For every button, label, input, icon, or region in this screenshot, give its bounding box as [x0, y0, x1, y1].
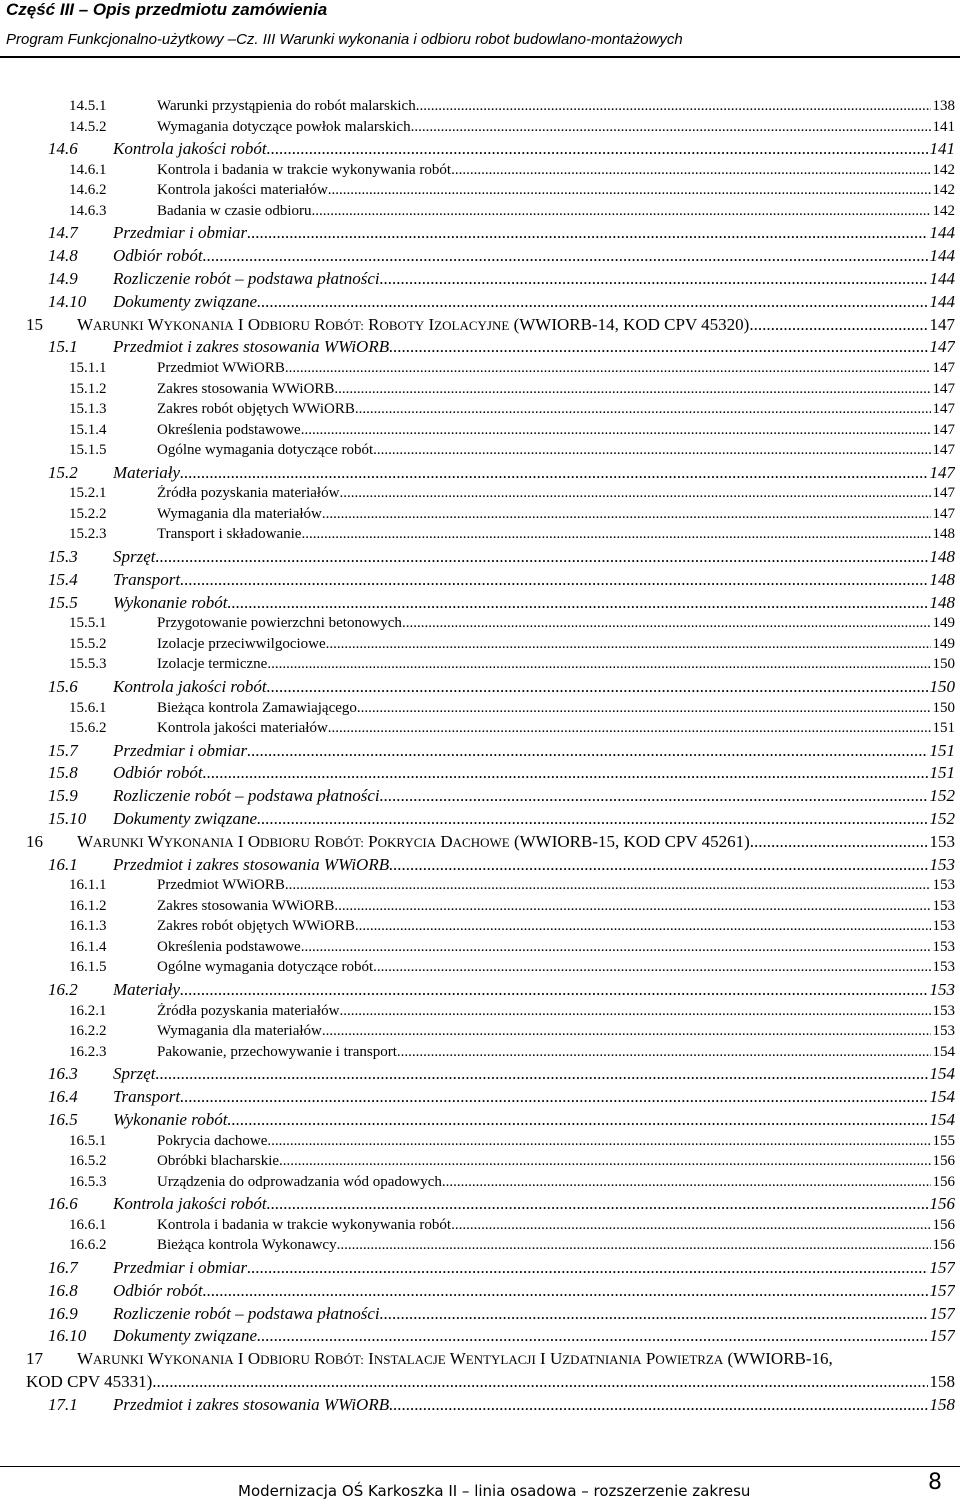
- toc-entry-number: 15.2: [48, 462, 78, 482]
- toc-entry-number: 15.4: [48, 569, 78, 589]
- toc-entry-number: 16.5: [48, 1109, 78, 1129]
- toc-entry-number: 15.7: [48, 740, 78, 760]
- toc-entry-title: Przedmiot i zakres stosowania WWiORB: [113, 337, 390, 357]
- toc-entry-number: 16.3: [48, 1064, 78, 1084]
- toc-entry-title: Wykonanie robót: [113, 1109, 228, 1129]
- toc-entry-title: WARUNKI WYKONANIA I ODBIORU ROBÓT: ROBOTY IZOLACYJNE (WWIORB-14, KOD CPV 45320): [77, 314, 750, 334]
- toc-entry-page: 151: [929, 763, 955, 783]
- page-number: 8: [928, 1470, 942, 1495]
- toc-dot-leader: [322, 1023, 931, 1040]
- toc-entry-title: Źródła pozyskania materiałów: [157, 485, 340, 502]
- toc-dot-leader: [267, 1133, 930, 1150]
- toc-dot-leader: [156, 547, 928, 567]
- toc-entry-number: 16.2.2: [69, 1023, 107, 1040]
- toc-entry-page: 153: [932, 1023, 955, 1040]
- toc-entry-title: Ogólne wymagania dotyczące robót: [157, 959, 374, 976]
- toc-entry-number: 15.1.1: [69, 360, 107, 377]
- toc-entry-page: 142: [932, 182, 955, 199]
- toc-entry-page: 144: [929, 223, 955, 243]
- toc-entry-number: 16.7: [48, 1257, 78, 1277]
- toc-dot-leader: [156, 1064, 928, 1084]
- toc-entry-page: 147: [932, 360, 955, 377]
- toc-entry-page: 147: [932, 505, 955, 522]
- toc-entry-number: 16.2.1: [69, 1002, 107, 1019]
- toc-dot-leader: [339, 1003, 930, 1020]
- toc-entry-title: Określenia podstawowe: [157, 421, 301, 438]
- toc-entry-number: 15.6.1: [69, 699, 107, 716]
- toc-entry-page: 148: [932, 526, 955, 543]
- toc-dot-leader: [389, 855, 927, 875]
- toc-entry-page: 154: [932, 1043, 955, 1060]
- toc-dot-leader: [227, 1110, 927, 1130]
- toc-entry-title: Kontrola jakości materiałów: [157, 182, 328, 199]
- toc-entry-title: Kontrola jakości robót: [113, 676, 267, 696]
- toc-entry-title: Zakres stosowania WWiORB: [157, 380, 335, 397]
- toc-entry-title: WARUNKI WYKONANIA I ODBIORU ROBÓT: POKRYCIA DACHOWE (WWIORB-15, KOD CPV 45261): [77, 831, 750, 851]
- toc-entry-title: Transport i składowanie: [157, 526, 302, 543]
- toc-entry-page: 154: [929, 1087, 955, 1106]
- toc-entry-title: Dokumenty związane: [113, 1326, 258, 1346]
- toc-dot-leader: [442, 1174, 931, 1191]
- toc-entry-page: 150: [929, 676, 955, 696]
- toc-entry-number: 17.1: [48, 1394, 78, 1414]
- toc-entry-page: 150: [932, 699, 955, 716]
- toc-dot-leader: [267, 656, 930, 673]
- toc-entry-title: WARUNKI WYKONANIA I ODBIORU ROBÓT: INSTALACJE WENTYLACJI I UZDATNIANIA POWIETRZA (WWIORB-16,: [77, 1349, 833, 1369]
- toc-entry-title: Bieżąca kontrola Zamawiającego: [157, 699, 357, 716]
- toc-entry-number: 15.5: [48, 592, 78, 612]
- toc-entry-page: 144: [929, 291, 955, 311]
- toc-entry-title: Wymagania dotyczące powłok malarskich: [157, 118, 411, 135]
- toc-dot-leader: [312, 203, 931, 220]
- toc-entry-page: 148: [929, 592, 955, 612]
- toc-entry-number: 15.3: [48, 546, 78, 566]
- toc-entry-number: 14.6.1: [69, 161, 107, 178]
- toc-dot-leader: [337, 1237, 931, 1254]
- toc-entry-number: 14.10: [48, 291, 87, 311]
- toc-entry-page: 153: [929, 854, 955, 874]
- toc-entry-title: Pakowanie, przechowywanie i transport: [157, 1043, 397, 1060]
- toc-entry-title: Wykonanie robót: [113, 592, 228, 612]
- toc-entry-number: 16.1.1: [69, 877, 107, 894]
- toc-entry-title: Urządzenia do odprowadzania wód opadowych: [157, 1173, 442, 1190]
- toc-dot-leader: [334, 898, 930, 915]
- toc-entry-number: 15.2.3: [69, 526, 107, 543]
- toc-dot-leader: [322, 506, 931, 523]
- toc-entry-title: Warunki przystąpienia do robót malarskich: [157, 98, 416, 114]
- toc-entry-page: 144: [929, 246, 955, 266]
- toc-entry-title: Przedmiot WWiORB: [157, 360, 285, 377]
- toc-dot-leader: [328, 720, 931, 737]
- toc-entry-title: Izolacje termiczne: [157, 656, 268, 673]
- toc-entry-page: 158: [929, 1371, 955, 1391]
- toc-entry-title: Izolacje przeciwwilgociowe: [157, 635, 326, 652]
- toc-entry-number: 16.1.5: [69, 959, 107, 976]
- toc-entry-title: Sprzęt: [113, 1064, 156, 1084]
- toc-entry-page: 147: [932, 421, 955, 438]
- footer-divider: [0, 1466, 960, 1467]
- toc-entry-number: 14.6.2: [69, 182, 107, 199]
- toc-entry-title: Przedmiar i obmiar: [113, 1257, 248, 1277]
- toc-entry-title: Zakres robót objętych WWiORB: [157, 918, 355, 935]
- toc-entry-page: 147: [932, 442, 955, 459]
- toc-entry-number: 17: [26, 1349, 43, 1369]
- toc-dot-leader: [180, 570, 927, 590]
- toc-dot-leader: [301, 422, 931, 439]
- toc-entry-number: 16.8: [48, 1280, 78, 1300]
- toc-entry-title: Przedmiot i zakres stosowania WWiORB: [113, 854, 390, 874]
- toc-dot-leader: [267, 1194, 928, 1214]
- toc-entry-page: 153: [932, 938, 955, 955]
- toc-entry-page: 151: [932, 720, 955, 737]
- toc-entry-page: 152: [929, 786, 955, 806]
- toc-entry-page: 154: [929, 1064, 955, 1084]
- toc-entry-title: Kontrola i badania w trakcie wykonywania robót: [157, 1216, 452, 1233]
- toc-entry-page: 141: [929, 139, 955, 158]
- toc-dot-leader: [355, 918, 931, 935]
- toc-entry-page: 153: [932, 959, 955, 976]
- toc-entry-title: Dokumenty związane: [113, 809, 258, 828]
- toc-entry-number: 16.9: [48, 1303, 78, 1323]
- document-part-title: Część III – Opis przedmiotu zamówienia: [6, 0, 328, 19]
- toc-entry-title: Źródła pozyskania materiałów: [157, 1002, 340, 1019]
- toc-entry-number: 14.6.3: [69, 202, 107, 219]
- toc-entry-page: 147: [932, 380, 955, 397]
- toc-entry-number: 15.1: [48, 337, 78, 357]
- toc-entry-number: 14.7: [48, 223, 78, 243]
- toc-entry-page: 152: [929, 809, 955, 828]
- toc-dot-leader: [247, 223, 927, 243]
- toc-entry-number: 15.1.3: [69, 401, 107, 418]
- toc-entry-page: 156: [932, 1153, 955, 1170]
- toc-entry-number: 14.9: [48, 268, 78, 288]
- toc-dot-leader: [373, 442, 930, 459]
- toc-entry-number: 15.5.1: [69, 615, 107, 632]
- toc-entry-title: Dokumenty związane: [113, 291, 258, 311]
- toc-entry-number: 16.1: [48, 854, 78, 874]
- toc-entry-title: Przedmiot i zakres stosowania WWiORB: [113, 1394, 390, 1414]
- toc-entry-number: 16.1.3: [69, 918, 107, 935]
- toc-entry-title: Przygotowanie powierzchni betonowych: [157, 615, 402, 632]
- toc-entry-number: 16.2.3: [69, 1043, 107, 1060]
- toc-dot-leader: [411, 119, 931, 136]
- toc-entry-number: 14.8: [48, 246, 78, 266]
- toc-dot-leader: [380, 269, 928, 289]
- toc-dot-leader: [451, 162, 930, 179]
- toc-dot-leader: [180, 980, 927, 1000]
- toc-entry-title: Wymagania dla materiałów: [157, 505, 322, 522]
- toc-entry-page: 142: [932, 202, 955, 219]
- toc-dot-leader: [301, 526, 930, 543]
- toc-entry-title: Kontrola i badania w trakcie wykonywania robót: [157, 161, 452, 178]
- toc-entry-number: 16.6.1: [69, 1216, 107, 1233]
- toc-dot-leader: [301, 939, 931, 956]
- toc-entry-number: 15.1.2: [69, 380, 107, 397]
- toc-entry-title: Materiały: [113, 462, 181, 482]
- toc-entry-title: Rozliczenie robót – podstawa płatności: [113, 1303, 380, 1323]
- toc-entry-number: 15.5.3: [69, 656, 107, 673]
- toc-entry-title: Odbiór robót: [113, 1280, 203, 1300]
- toc-dot-leader: [451, 1217, 930, 1234]
- toc-entry-page: 149: [932, 635, 955, 652]
- toc-entry-number: 16.10: [48, 1326, 87, 1346]
- toc-entry-title: Przedmiot WWiORB: [157, 877, 285, 894]
- toc-entry-title: Materiały: [113, 979, 181, 999]
- toc-entry-page: 153: [932, 897, 955, 914]
- toc-entry-title: Przedmiar i obmiar: [113, 740, 248, 760]
- toc-entry-page: 149: [932, 615, 955, 632]
- toc-dot-leader: [203, 246, 928, 266]
- toc-entry-page: 156: [932, 1237, 955, 1254]
- toc-entry-page: 157: [929, 1280, 955, 1300]
- toc-dot-leader: [152, 1372, 927, 1392]
- toc-dot-leader: [750, 832, 928, 852]
- toc-entry-number: 16.1.4: [69, 938, 107, 955]
- toc-entry-title: Kontrola jakości materiałów: [157, 720, 328, 737]
- toc-dot-leader: [257, 1326, 927, 1346]
- toc-dot-leader: [339, 485, 930, 502]
- toc-entry-title: Pokrycia dachowe: [157, 1132, 268, 1149]
- toc-dot-leader: [373, 959, 930, 976]
- toc-entry-title: Rozliczenie robót – podstawa płatności: [113, 786, 380, 806]
- toc-entry-number: 15.6.2: [69, 720, 107, 737]
- toc-entry-number: 16.5.3: [69, 1173, 107, 1190]
- header-divider: [0, 56, 960, 58]
- toc-entry-number: 16.6: [48, 1194, 78, 1214]
- toc-entry-number: 15.6: [48, 676, 78, 696]
- toc-entry-page: 144: [929, 268, 955, 288]
- toc-entry-page: 147: [929, 462, 955, 482]
- toc-entry-number: 14.5.1: [69, 98, 107, 114]
- toc-entry-title: Badania w czasie odbioru: [157, 202, 312, 219]
- toc-dot-leader: [749, 315, 927, 335]
- toc-dot-leader: [285, 877, 931, 894]
- toc-entry-page: 138: [932, 98, 955, 114]
- toc-entry-page: 154: [929, 1109, 955, 1129]
- toc-entry-number: 14.6: [48, 139, 78, 158]
- toc-entry-title: Bieżąca kontrola Wykonawcy: [157, 1237, 337, 1254]
- toc-entry-number: 16.5.2: [69, 1153, 107, 1170]
- toc-entry-page: 155: [932, 1132, 955, 1149]
- footer-project-name: Modernizacja OŚ Karkoszka II – linia osadowa – rozszerzenie zakresu: [238, 1482, 751, 1500]
- toc-dot-leader: [257, 292, 927, 312]
- toc-entry-title: Transport: [113, 569, 181, 589]
- toc-entry-title: Kontrola jakości robót: [113, 139, 267, 158]
- toc-entry-page: 156: [932, 1216, 955, 1233]
- toc-entry-page: 153: [929, 831, 955, 851]
- toc-entry-title: Rozliczenie robót – podstawa płatności: [113, 268, 380, 288]
- toc-entry-title: Sprzęt: [113, 546, 156, 566]
- toc-dot-leader: [380, 786, 928, 806]
- toc-entry-number: 15.2.2: [69, 505, 107, 522]
- toc-entry-title: Przedmiar i obmiar: [113, 223, 248, 243]
- toc-entry-page: 156: [929, 1194, 955, 1214]
- toc-entry-page: 153: [929, 979, 955, 999]
- toc-dot-leader: [227, 593, 927, 613]
- toc-entry-title-continuation: KOD CPV 45331): [26, 1371, 153, 1391]
- toc-entry-page: 150: [932, 656, 955, 673]
- toc-entry-number: 16.2: [48, 979, 78, 999]
- toc-entry-page: 141: [932, 118, 955, 135]
- toc-entry-title: Wymagania dla materiałów: [157, 1023, 322, 1040]
- toc-dot-leader: [416, 98, 931, 115]
- toc-entry-title: Zakres stosowania WWiORB: [157, 897, 335, 914]
- toc-entry-title: Obróbki blacharskie: [157, 1153, 280, 1170]
- toc-entry-title: Określenia podstawowe: [157, 938, 301, 955]
- toc-dot-leader: [357, 700, 931, 717]
- toc-entry-number: 16.6.2: [69, 1237, 107, 1254]
- toc-dot-leader: [267, 677, 928, 697]
- toc-entry-title: Ogólne wymagania dotyczące robót: [157, 442, 374, 459]
- toc-dot-leader: [203, 1281, 928, 1301]
- toc-entry-page: 147: [929, 314, 955, 334]
- toc-entry-page: 147: [932, 401, 955, 418]
- toc-entry-page: 153: [932, 877, 955, 894]
- toc-dot-leader: [334, 381, 930, 398]
- toc-entry-page: 157: [929, 1257, 955, 1277]
- toc-dot-leader: [389, 1395, 927, 1415]
- toc-entry-title: Odbiór robót: [113, 246, 203, 266]
- toc-entry-number: 15.10: [48, 809, 87, 828]
- toc-entry-page: 148: [929, 569, 955, 589]
- toc-dot-leader: [267, 139, 928, 159]
- toc-entry-title: Odbiór robót: [113, 763, 203, 783]
- toc-entry-page: 157: [929, 1303, 955, 1323]
- toc-dot-leader: [380, 1304, 928, 1324]
- toc-dot-leader: [355, 401, 931, 418]
- toc-entry-page: 153: [932, 1002, 955, 1019]
- toc-entry-number: 14.5.2: [69, 118, 107, 135]
- toc-entry-page: 147: [929, 337, 955, 357]
- toc-entry-page: 158: [929, 1394, 955, 1414]
- toc-entry-number: 15.1.5: [69, 442, 107, 459]
- toc-dot-leader: [180, 463, 927, 483]
- toc-dot-leader: [328, 182, 931, 199]
- toc-entry-number: 15.5.2: [69, 635, 107, 652]
- toc-entry-page: 153: [932, 918, 955, 935]
- toc-entry-number: 15.8: [48, 763, 78, 783]
- toc-dot-leader: [279, 1153, 930, 1170]
- toc-entry-number: 15.9: [48, 786, 78, 806]
- toc-entry-number: 16.1.2: [69, 897, 107, 914]
- toc-dot-leader: [389, 337, 927, 357]
- toc-dot-leader: [285, 360, 931, 377]
- toc-dot-leader: [402, 615, 931, 632]
- toc-entry-page: 157: [929, 1326, 955, 1346]
- toc-entry-number: 15.1.4: [69, 421, 107, 438]
- toc-dot-leader: [257, 809, 927, 829]
- toc-entry-number: 16.4: [48, 1087, 78, 1106]
- toc-entry-page: 142: [932, 161, 955, 178]
- toc-dot-leader: [247, 741, 927, 761]
- toc-entry-number: 16: [26, 831, 43, 851]
- toc-entry-number: 15: [26, 314, 43, 334]
- toc-dot-leader: [247, 1258, 927, 1278]
- toc-entry-title: Zakres robót objętych WWiORB: [157, 401, 355, 418]
- toc-entry-number: 16.5.1: [69, 1132, 107, 1149]
- toc-entry-title: Transport: [113, 1087, 181, 1106]
- toc-entry-page: 148: [929, 546, 955, 566]
- toc-dot-leader: [180, 1087, 927, 1107]
- toc-entry-title: Kontrola jakości robót: [113, 1194, 267, 1214]
- toc-entry-page: 147: [932, 485, 955, 502]
- document-subtitle: Program Funkcjonalno-użytkowy –Cz. III Warunki wykonania i odbioru robot budowlano-montażowych: [6, 31, 683, 48]
- toc-dot-leader: [397, 1044, 931, 1061]
- toc-entry-number: 15.2.1: [69, 485, 107, 502]
- toc-entry-page: 151: [929, 740, 955, 760]
- toc-entry-page: 156: [932, 1173, 955, 1190]
- toc-dot-leader: [203, 763, 928, 783]
- toc-dot-leader: [326, 636, 931, 653]
